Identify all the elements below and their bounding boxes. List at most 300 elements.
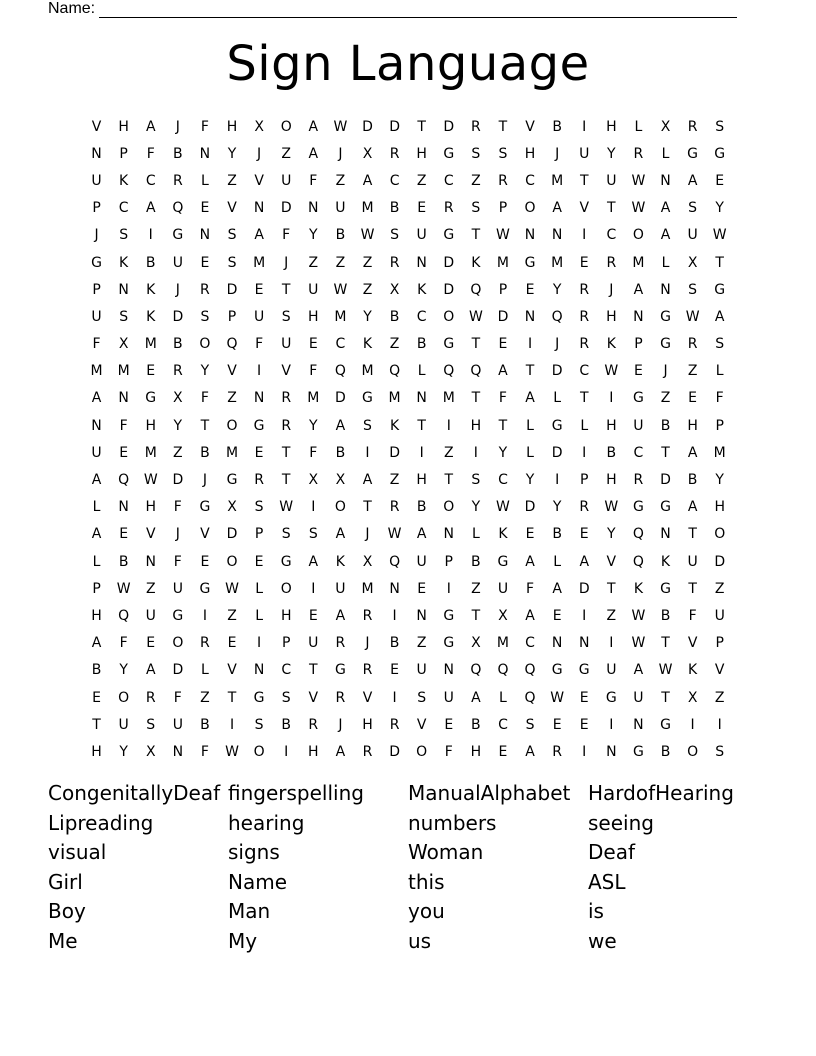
- grid-letter[interactable]: G: [443, 227, 455, 244]
- grid-letter[interactable]: I: [582, 743, 587, 760]
- grid-letter[interactable]: A: [714, 308, 725, 325]
- grid-letter[interactable]: S: [715, 743, 725, 760]
- grid-letter[interactable]: O: [226, 553, 238, 570]
- grid-letter[interactable]: C: [633, 444, 644, 461]
- grid-letter[interactable]: D: [226, 526, 238, 543]
- grid-letter[interactable]: G: [578, 662, 590, 679]
- grid-letter[interactable]: Q: [389, 553, 401, 570]
- grid-letter[interactable]: J: [175, 118, 180, 135]
- grid-letter[interactable]: D: [172, 472, 184, 489]
- grid-letter[interactable]: R: [389, 499, 400, 516]
- grid-letter[interactable]: S: [254, 716, 264, 733]
- grid-letter[interactable]: W: [279, 499, 294, 516]
- grid-letter[interactable]: F: [688, 607, 697, 624]
- grid-letter[interactable]: K: [146, 281, 156, 298]
- grid-letter[interactable]: H: [687, 417, 698, 434]
- grid-letter[interactable]: I: [229, 716, 235, 733]
- grid-letter[interactable]: J: [175, 281, 180, 298]
- grid-letter[interactable]: J: [338, 145, 343, 162]
- grid-letter[interactable]: I: [609, 635, 614, 652]
- grid-letter[interactable]: O: [280, 580, 292, 597]
- grid-letter[interactable]: P: [444, 553, 453, 570]
- grid-letter[interactable]: D: [443, 118, 455, 135]
- grid-letter[interactable]: H: [280, 607, 292, 624]
- grid-letter[interactable]: H: [470, 743, 482, 760]
- grid-letter[interactable]: F: [309, 363, 318, 380]
- grid-letter[interactable]: H: [606, 472, 617, 489]
- grid-letter[interactable]: X: [471, 635, 481, 652]
- grid-letter[interactable]: T: [417, 118, 426, 135]
- grid-letter[interactable]: F: [119, 417, 128, 434]
- grid-letter[interactable]: F: [173, 499, 182, 516]
- grid-letter[interactable]: L: [201, 172, 209, 189]
- grid-letter[interactable]: A: [308, 145, 319, 162]
- grid-letter[interactable]: L: [92, 499, 101, 516]
- grid-letter[interactable]: U: [91, 308, 102, 325]
- grid-letter[interactable]: M: [90, 363, 103, 380]
- grid-letter[interactable]: D: [443, 254, 455, 271]
- grid-letter[interactable]: B: [200, 444, 210, 461]
- grid-letter[interactable]: E: [525, 526, 535, 543]
- grid-letter[interactable]: U: [335, 580, 346, 597]
- grid-letter[interactable]: B: [281, 716, 291, 733]
- grid-letter[interactable]: A: [552, 200, 562, 217]
- grid-letter[interactable]: R: [362, 607, 373, 624]
- grid-letter[interactable]: Q: [118, 472, 130, 489]
- grid-letter[interactable]: P: [92, 281, 101, 298]
- grid-letter[interactable]: D: [551, 444, 563, 461]
- grid-letter[interactable]: P: [119, 145, 128, 162]
- grid-letter[interactable]: U: [253, 308, 265, 325]
- grid-letter[interactable]: H: [606, 118, 617, 135]
- grid-letter[interactable]: H: [362, 716, 373, 733]
- grid-letter[interactable]: F: [282, 227, 291, 244]
- grid-letter[interactable]: B: [416, 499, 427, 516]
- grid-letter[interactable]: E: [146, 635, 156, 652]
- grid-letter[interactable]: A: [335, 743, 346, 760]
- grid-letter[interactable]: I: [392, 689, 397, 706]
- grid-letter[interactable]: A: [335, 607, 346, 624]
- grid-letter[interactable]: E: [254, 444, 264, 461]
- grid-letter[interactable]: R: [552, 743, 562, 760]
- grid-letter[interactable]: N: [389, 580, 400, 597]
- grid-letter[interactable]: T: [498, 417, 508, 434]
- grid-letter[interactable]: N: [633, 716, 644, 733]
- grid-letter[interactable]: Y: [552, 499, 562, 516]
- grid-letter[interactable]: R: [335, 689, 346, 706]
- grid-letter[interactable]: E: [579, 254, 589, 271]
- grid-letter[interactable]: U: [172, 254, 183, 271]
- grid-letter[interactable]: L: [580, 417, 589, 434]
- grid-letter[interactable]: H: [308, 743, 319, 760]
- grid-letter[interactable]: G: [334, 662, 346, 679]
- grid-letter[interactable]: G: [443, 336, 455, 353]
- grid-letter[interactable]: D: [389, 743, 400, 760]
- grid-letter[interactable]: S: [471, 145, 481, 162]
- grid-letter[interactable]: L: [417, 363, 426, 380]
- grid-letter[interactable]: E: [119, 526, 129, 543]
- grid-letter[interactable]: S: [417, 689, 427, 706]
- grid-letter[interactable]: Z: [389, 472, 400, 489]
- grid-letter[interactable]: R: [281, 390, 292, 407]
- grid-letter[interactable]: L: [661, 254, 670, 271]
- grid-letter[interactable]: W: [333, 281, 348, 298]
- grid-letter[interactable]: N: [416, 254, 427, 271]
- grid-letter[interactable]: Z: [227, 390, 237, 407]
- grid-letter[interactable]: S: [471, 200, 481, 217]
- grid-letter[interactable]: H: [145, 417, 156, 434]
- grid-letter[interactable]: F: [200, 118, 209, 135]
- grid-letter[interactable]: V: [606, 553, 617, 570]
- grid-letter[interactable]: R: [633, 472, 644, 489]
- grid-letter[interactable]: T: [417, 417, 426, 434]
- grid-letter[interactable]: S: [471, 472, 481, 489]
- grid-letter[interactable]: F: [119, 635, 128, 652]
- grid-letter[interactable]: S: [119, 227, 129, 244]
- grid-letter[interactable]: A: [660, 200, 671, 217]
- grid-letter[interactable]: T: [471, 390, 481, 407]
- grid-letter[interactable]: T: [498, 118, 508, 135]
- grid-letter[interactable]: U: [497, 580, 509, 597]
- grid-letter[interactable]: R: [389, 254, 400, 271]
- grid-letter[interactable]: S: [363, 417, 372, 434]
- grid-letter[interactable]: R: [579, 499, 590, 516]
- grid-letter[interactable]: V: [525, 118, 535, 135]
- grid-letter[interactable]: T: [688, 526, 697, 543]
- grid-letter[interactable]: X: [227, 499, 237, 516]
- grid-letter[interactable]: V: [227, 200, 237, 217]
- grid-letter[interactable]: A: [471, 689, 481, 706]
- grid-letter[interactable]: T: [200, 417, 210, 434]
- grid-letter[interactable]: Y: [309, 417, 318, 434]
- grid-letter[interactable]: J: [365, 635, 370, 652]
- grid-letter[interactable]: E: [200, 553, 210, 570]
- grid-letter[interactable]: G: [714, 281, 726, 298]
- grid-letter[interactable]: Q: [389, 363, 401, 380]
- grid-letter[interactable]: O: [687, 743, 699, 760]
- grid-letter[interactable]: C: [525, 172, 535, 189]
- grid-letter[interactable]: F: [173, 689, 182, 706]
- grid-letter[interactable]: A: [145, 200, 156, 217]
- grid-letter[interactable]: M: [496, 635, 509, 652]
- grid-letter[interactable]: R: [145, 689, 156, 706]
- grid-letter[interactable]: X: [118, 336, 129, 353]
- grid-letter[interactable]: R: [470, 118, 481, 135]
- grid-letter[interactable]: W: [496, 227, 510, 244]
- grid-letter[interactable]: D: [335, 390, 346, 407]
- grid-letter[interactable]: C: [525, 635, 535, 652]
- grid-letter[interactable]: E: [579, 526, 589, 543]
- grid-letter[interactable]: Q: [172, 200, 184, 217]
- grid-letter[interactable]: R: [281, 417, 292, 434]
- grid-letter[interactable]: R: [579, 308, 590, 325]
- grid-letter[interactable]: R: [579, 281, 590, 298]
- grid-letter[interactable]: G: [91, 254, 102, 271]
- grid-letter[interactable]: T: [471, 336, 481, 353]
- grid-letter[interactable]: N: [253, 200, 265, 217]
- grid-letter[interactable]: G: [660, 308, 671, 325]
- grid-letter[interactable]: X: [145, 743, 156, 760]
- grid-letter[interactable]: E: [119, 444, 129, 461]
- grid-letter[interactable]: Z: [227, 172, 237, 189]
- grid-letter[interactable]: B: [606, 444, 617, 461]
- grid-letter[interactable]: G: [551, 662, 563, 679]
- grid-letter[interactable]: P: [580, 472, 589, 489]
- grid-letter[interactable]: K: [146, 308, 156, 325]
- grid-letter[interactable]: F: [498, 390, 507, 407]
- grid-letter[interactable]: N: [578, 635, 590, 652]
- grid-letter[interactable]: S: [227, 254, 237, 271]
- grid-letter[interactable]: W: [468, 308, 483, 325]
- grid-letter[interactable]: T: [579, 390, 589, 407]
- grid-letter[interactable]: Q: [470, 363, 482, 380]
- grid-letter[interactable]: D: [578, 580, 590, 597]
- grid-letter[interactable]: A: [525, 743, 535, 760]
- grid-letter[interactable]: K: [688, 662, 698, 679]
- grid-letter[interactable]: D: [497, 308, 509, 325]
- grid-letter[interactable]: M: [144, 336, 157, 353]
- grid-letter[interactable]: Q: [226, 336, 238, 353]
- grid-letter[interactable]: G: [551, 417, 563, 434]
- grid-letter[interactable]: B: [200, 716, 210, 733]
- grid-letter[interactable]: W: [143, 472, 158, 489]
- grid-letter[interactable]: R: [172, 363, 183, 380]
- grid-letter[interactable]: R: [443, 200, 454, 217]
- grid-letter[interactable]: I: [582, 444, 587, 461]
- grid-letter[interactable]: J: [257, 145, 262, 162]
- grid-letter[interactable]: I: [392, 607, 397, 624]
- grid-letter[interactable]: L: [526, 417, 534, 434]
- grid-letter[interactable]: G: [497, 553, 509, 570]
- grid-letter[interactable]: B: [660, 743, 671, 760]
- grid-letter[interactable]: L: [92, 553, 101, 570]
- grid-letter[interactable]: Q: [118, 607, 130, 624]
- grid-letter[interactable]: E: [200, 254, 210, 271]
- grid-letter[interactable]: V: [687, 635, 698, 652]
- grid-letter[interactable]: O: [334, 499, 346, 516]
- grid-letter[interactable]: V: [227, 363, 237, 380]
- grid-letter[interactable]: B: [173, 336, 183, 353]
- grid-letter[interactable]: I: [284, 743, 289, 760]
- grid-letter[interactable]: V: [714, 662, 725, 679]
- grid-letter[interactable]: O: [118, 689, 130, 706]
- grid-letter[interactable]: V: [200, 526, 210, 543]
- grid-letter[interactable]: F: [200, 390, 209, 407]
- grid-letter[interactable]: L: [661, 145, 670, 162]
- grid-letter[interactable]: W: [631, 607, 646, 624]
- grid-letter[interactable]: Q: [524, 689, 536, 706]
- grid-letter[interactable]: I: [555, 472, 560, 489]
- grid-letter[interactable]: R: [172, 172, 183, 189]
- grid-letter[interactable]: S: [715, 118, 725, 135]
- grid-letter[interactable]: I: [257, 363, 262, 380]
- grid-letter[interactable]: R: [308, 716, 319, 733]
- grid-letter[interactable]: E: [552, 607, 562, 624]
- grid-letter[interactable]: G: [660, 716, 671, 733]
- grid-letter[interactable]: Z: [714, 689, 725, 706]
- grid-letter[interactable]: D: [551, 363, 563, 380]
- grid-letter[interactable]: A: [362, 472, 373, 489]
- grid-letter[interactable]: I: [257, 635, 262, 652]
- grid-letter[interactable]: V: [254, 172, 264, 189]
- grid-letter[interactable]: Z: [416, 172, 427, 189]
- grid-letter[interactable]: Z: [362, 254, 373, 271]
- grid-letter[interactable]: U: [281, 336, 292, 353]
- grid-letter[interactable]: U: [172, 580, 183, 597]
- grid-letter[interactable]: G: [632, 743, 644, 760]
- grid-letter[interactable]: I: [446, 417, 451, 434]
- grid-letter[interactable]: U: [281, 172, 292, 189]
- grid-letter[interactable]: S: [200, 308, 210, 325]
- grid-letter[interactable]: A: [525, 553, 535, 570]
- grid-letter[interactable]: H: [714, 499, 725, 516]
- grid-letter[interactable]: V: [416, 716, 427, 733]
- grid-letter[interactable]: S: [688, 200, 698, 217]
- grid-letter[interactable]: F: [173, 553, 182, 570]
- grid-letter[interactable]: L: [255, 580, 264, 597]
- grid-letter[interactable]: U: [416, 553, 427, 570]
- grid-letter[interactable]: Q: [470, 281, 482, 298]
- grid-letter[interactable]: A: [687, 444, 698, 461]
- grid-letter[interactable]: B: [416, 336, 427, 353]
- grid-letter[interactable]: T: [471, 607, 481, 624]
- grid-letter[interactable]: C: [389, 172, 400, 189]
- grid-letter[interactable]: I: [419, 444, 424, 461]
- grid-letter[interactable]: A: [416, 526, 427, 543]
- grid-letter[interactable]: T: [227, 689, 237, 706]
- grid-letter[interactable]: L: [553, 390, 562, 407]
- grid-letter[interactable]: C: [498, 472, 508, 489]
- grid-letter[interactable]: C: [579, 363, 590, 380]
- grid-letter[interactable]: U: [172, 716, 183, 733]
- grid-letter[interactable]: W: [685, 308, 700, 325]
- grid-letter[interactable]: G: [443, 145, 455, 162]
- grid-letter[interactable]: D: [660, 472, 671, 489]
- grid-letter[interactable]: Q: [524, 662, 536, 679]
- grid-letter[interactable]: L: [634, 118, 643, 135]
- grid-letter[interactable]: E: [579, 716, 589, 733]
- grid-letter[interactable]: X: [362, 145, 373, 162]
- grid-letter[interactable]: U: [606, 172, 617, 189]
- grid-letter[interactable]: A: [91, 635, 102, 652]
- grid-letter[interactable]: Y: [119, 743, 128, 760]
- grid-letter[interactable]: O: [416, 743, 428, 760]
- grid-letter[interactable]: R: [579, 336, 590, 353]
- grid-letter[interactable]: B: [552, 118, 562, 135]
- grid-letter[interactable]: M: [442, 390, 455, 407]
- grid-letter[interactable]: M: [496, 254, 509, 271]
- grid-letter[interactable]: Y: [552, 281, 562, 298]
- grid-letter[interactable]: K: [633, 580, 644, 597]
- grid-letter[interactable]: P: [715, 635, 724, 652]
- grid-letter[interactable]: V: [227, 662, 237, 679]
- grid-letter[interactable]: E: [579, 689, 589, 706]
- grid-letter[interactable]: R: [200, 635, 210, 652]
- grid-letter[interactable]: A: [254, 227, 264, 244]
- grid-letter[interactable]: M: [361, 363, 374, 380]
- grid-letter[interactable]: W: [225, 580, 239, 597]
- grid-letter[interactable]: J: [609, 281, 614, 298]
- grid-letter[interactable]: I: [690, 716, 695, 733]
- grid-letter[interactable]: U: [579, 145, 590, 162]
- grid-letter[interactable]: A: [362, 172, 373, 189]
- grid-letter[interactable]: I: [582, 227, 587, 244]
- grid-letter[interactable]: I: [609, 390, 614, 407]
- grid-letter[interactable]: N: [660, 172, 671, 189]
- grid-letter[interactable]: A: [145, 118, 156, 135]
- grid-letter[interactable]: N: [416, 390, 427, 407]
- grid-letter[interactable]: T: [661, 444, 670, 461]
- grid-letter[interactable]: U: [335, 200, 346, 217]
- grid-letter[interactable]: G: [714, 145, 726, 162]
- grid-letter[interactable]: T: [281, 444, 291, 461]
- grid-letter[interactable]: K: [389, 417, 400, 434]
- grid-letter[interactable]: J: [555, 336, 560, 353]
- grid-letter[interactable]: Z: [389, 336, 400, 353]
- grid-letter[interactable]: A: [91, 472, 102, 489]
- grid-letter[interactable]: R: [335, 635, 346, 652]
- grid-letter[interactable]: A: [552, 580, 562, 597]
- grid-letter[interactable]: Q: [443, 363, 455, 380]
- grid-letter[interactable]: K: [417, 281, 427, 298]
- grid-letter[interactable]: C: [335, 336, 346, 353]
- grid-letter[interactable]: N: [551, 227, 563, 244]
- grid-letter[interactable]: F: [255, 336, 264, 353]
- grid-letter[interactable]: A: [687, 499, 698, 516]
- grid-letter[interactable]: C: [281, 662, 292, 679]
- grid-letter[interactable]: N: [91, 417, 102, 434]
- grid-letter[interactable]: I: [148, 227, 153, 244]
- grid-letter[interactable]: R: [200, 281, 210, 298]
- grid-letter[interactable]: P: [715, 417, 724, 434]
- grid-letter[interactable]: O: [714, 526, 726, 543]
- grid-letter[interactable]: O: [524, 200, 536, 217]
- grid-letter[interactable]: G: [172, 607, 184, 624]
- grid-letter[interactable]: G: [443, 635, 455, 652]
- grid-letter[interactable]: X: [308, 472, 319, 489]
- grid-letter[interactable]: Z: [687, 363, 698, 380]
- grid-letter[interactable]: M: [632, 254, 645, 271]
- grid-letter[interactable]: B: [335, 227, 346, 244]
- grid-letter[interactable]: I: [473, 444, 478, 461]
- grid-letter[interactable]: Y: [173, 417, 183, 434]
- grid-letter[interactable]: X: [362, 553, 373, 570]
- grid-letter[interactable]: U: [633, 689, 644, 706]
- grid-letter[interactable]: M: [551, 254, 564, 271]
- grid-letter[interactable]: I: [582, 118, 587, 135]
- grid-letter[interactable]: J: [365, 526, 370, 543]
- grid-letter[interactable]: Z: [281, 145, 291, 162]
- grid-letter[interactable]: G: [524, 254, 536, 271]
- grid-letter[interactable]: L: [255, 607, 264, 624]
- grid-letter[interactable]: Z: [714, 580, 725, 597]
- grid-letter[interactable]: R: [498, 172, 508, 189]
- grid-letter[interactable]: X: [173, 390, 183, 407]
- grid-letter[interactable]: I: [202, 607, 207, 624]
- grid-letter[interactable]: B: [687, 472, 698, 489]
- grid-letter[interactable]: A: [633, 281, 644, 298]
- grid-letter[interactable]: H: [606, 417, 617, 434]
- grid-letter[interactable]: A: [91, 526, 102, 543]
- grid-letter[interactable]: Y: [200, 363, 210, 380]
- grid-letter[interactable]: T: [281, 281, 291, 298]
- grid-letter[interactable]: T: [661, 689, 670, 706]
- grid-letter[interactable]: G: [145, 390, 157, 407]
- grid-letter[interactable]: B: [389, 308, 400, 325]
- grid-letter[interactable]: B: [173, 145, 183, 162]
- grid-letter[interactable]: H: [606, 308, 617, 325]
- grid-letter[interactable]: Y: [715, 472, 724, 489]
